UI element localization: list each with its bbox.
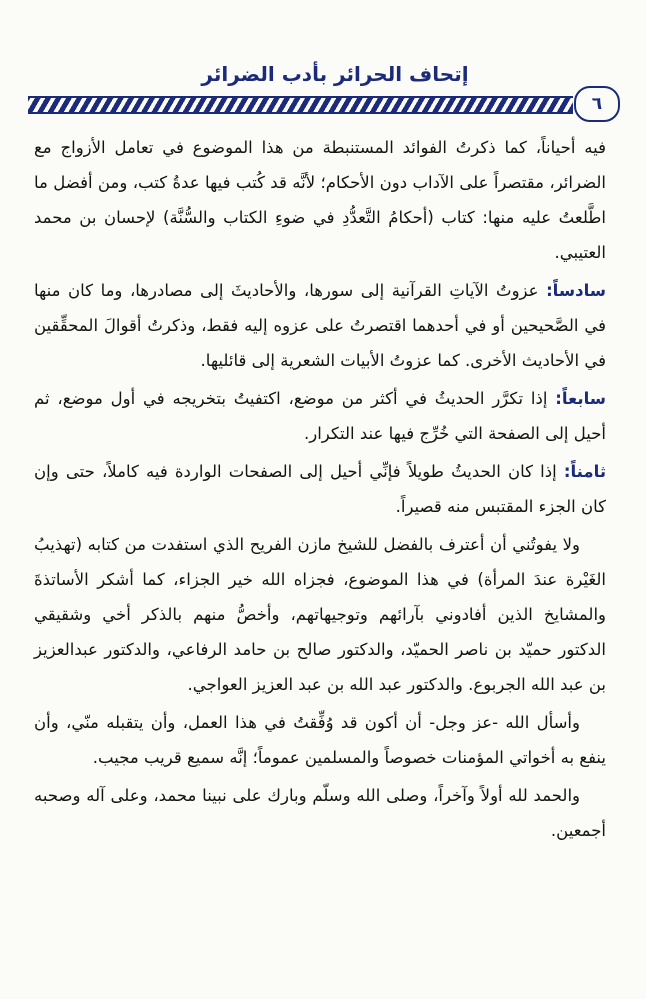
- paragraph-label: ثامناً:: [563, 462, 607, 481]
- paragraph-label: سادساً:: [546, 281, 606, 300]
- page-number: ٦: [574, 86, 620, 122]
- page-header: [28, 62, 620, 120]
- paragraph-sixth: سادساً: عزوتُ الآياتِ القرآنية إلى سورها، والأحاديثَ إلى مصادرها، وما كان منها في الصَّحيحين أو في أحدهما اقتصرتُ على عزوه إليه فقط، وذكرتُ أقوالَ المحقِّقين في الأحاديث الأخرى. كما عزوتُ الأبيات الشعرية إلى قائليها.: [34, 281, 606, 370]
- paragraph-eighth: ثامناً: إذا كان الحديثُ طويلاً فإنِّي أحيل إلى الصفحات الواردة فيه كاملاً، حتى وإن كان الجزء المقتبس منه قصيراً.: [34, 462, 607, 516]
- paragraph-supplication: وأسأل الله -عز وجل- أن أكون قد وُفِّقتُ في هذا العمل، وأن يتقبله منّي، وأن ينفع به أخواتي المؤمنات خصوصاً والمسلمين عموماً؛ إنَّه سميع قريب مجيب.: [34, 713, 606, 767]
- book-title: إتحاف الحرائر بأدب الضرائر: [201, 62, 469, 86]
- paragraph-seventh: سابعاً: إذا تكرَّر الحديثُ في أكثر من موضع، اكتفيتُ بتخريجه في أول موضع، ثم أحيل إلى الصفحة التي خُرِّج فيها عند التكرار.: [34, 389, 606, 443]
- page-body: [34, 130, 606, 851]
- header-decorative-bar: [28, 96, 573, 114]
- paragraph-label: سابعاً:: [555, 389, 606, 408]
- paragraph-acknowledgements: ولا يفوتُني أن أعترف بالفضل للشيخ مازن الفريح الذي استفدت من كتابه (تهذيبُ الغَيْرة عندَ المرأة) في هذا الموضوع، فجزاه الله خير الجزاء، كما أشكر الأساتذةَ والمشايخ الذين أفادوني بآرائهم وتوجيهاتهم، وأخصُّ منهم بالذكر أخي وشقيقي الدكتور حميّد بن ناصر الحميّد، والدكتور صالح بن حامد الرفاعي، والدكتور عبدالعزيز بن عبد الله الجربوع. والدكتور عبد الله بن عبد العزيز العواجي.: [34, 535, 606, 694]
- paragraph-closing: والحمد لله أولاً وآخراً، وصلى الله وسلّم وبارك على نبينا محمد، وعلى آله وصحبه أجمعين.: [34, 786, 606, 840]
- paragraph-intro-continuation: فيه أحياناً، كما ذكرتُ الفوائد المستنبطة من هذا الموضوع في تعامل الأزواج مع الضرائر، مقتصراً على الآداب دون الأحكام؛ لأنَّه قد كُتب فيها عدةُ كتب، ومن أفضل ما اطَّلعتُ عليه منها: كتاب (أحكامُ التَّعدُّدِ في ضوءِ الكتاب والسُّنَّة) لإحسان بن محمد العتيبي.: [34, 138, 606, 262]
